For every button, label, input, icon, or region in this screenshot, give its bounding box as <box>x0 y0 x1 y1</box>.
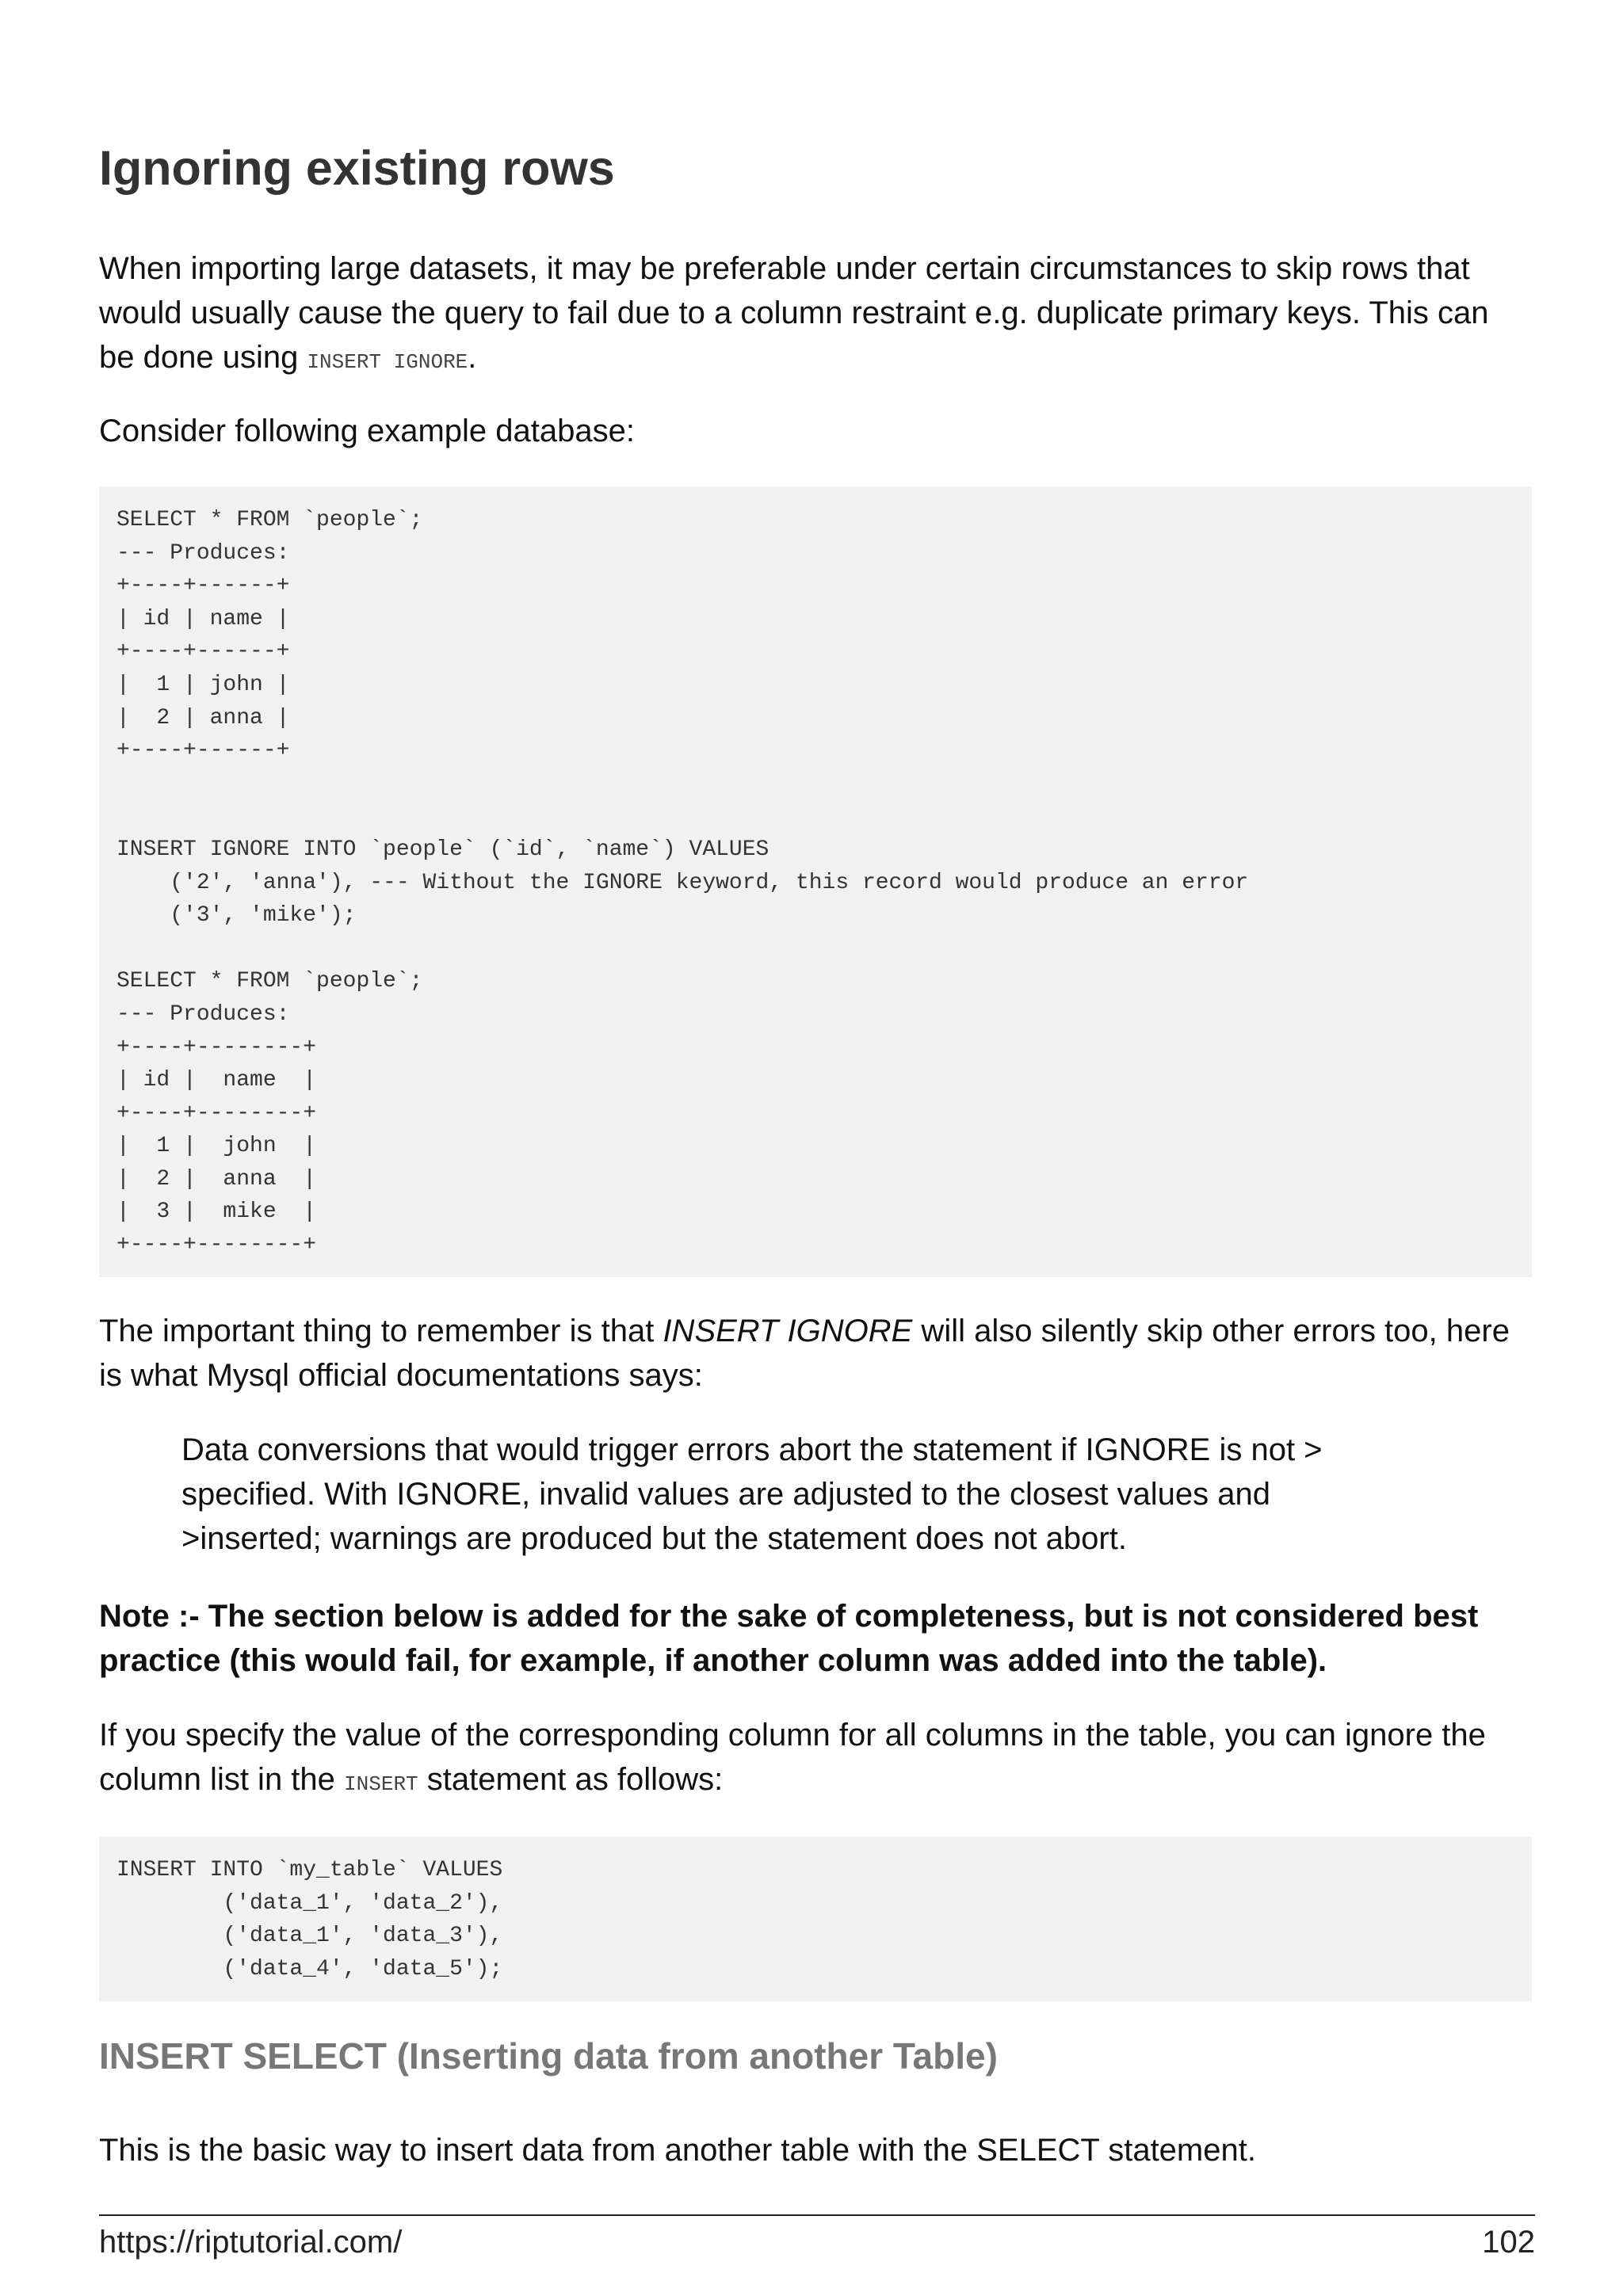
note-paragraph: Note :- The section below is added for the sake of completeness, but is not considered best practice (this would fail, for example, if another column was added into the table). <box>99 1599 1479 1678</box>
documentation-quote <box>181 1428 1418 1561</box>
inline-code-insert: INSERT <box>344 1772 418 1796</box>
specify-after: statement as follows: <box>418 1762 724 1797</box>
footer-url: https://riptutorial.com/ <box>99 2225 403 2260</box>
consider-paragraph: Consider following example database: <box>99 414 635 448</box>
basic-way-paragraph: This is the basic way to insert data from another table with the SELECT statement. <box>99 2133 1256 2168</box>
subsection-title: INSERT SELECT (Inserting data from another Table) <box>99 2035 998 2077</box>
specify-before: If you specify the value of the corresponding column for all columns in the table, you can ignore the column list in the <box>99 1718 1486 1797</box>
quote-line-1: Data conversions that would trigger errors abort the statement if IGNORE is not > <box>181 1432 1323 1467</box>
intro-end: . <box>468 340 477 375</box>
code-block-example-database <box>99 486 1532 1277</box>
code-block-insert-values <box>99 1836 1532 2001</box>
important-after: will also silently skip other errors too, here is what Mysql official documentations says: <box>99 1314 1510 1393</box>
code-block-2-text: INSERT INTO `my_table` VALUES ('data_1', 'data_2'), ('data_1', 'data_3'), ('data_4', 'data_5'); <box>116 1858 503 1981</box>
footer-page-number: 102 <box>1482 2225 1535 2260</box>
specify-paragraph <box>99 1713 1532 1806</box>
footer-divider <box>99 2214 1535 2216</box>
important-paragraph <box>99 1309 1532 1398</box>
intro-paragraph <box>99 246 1532 384</box>
section-title: Ignoring existing rows <box>99 141 615 195</box>
quote-line-3: >inserted; warnings are produced but the statement does not abort. <box>181 1521 1127 1556</box>
intro-text: When importing large datasets, it may be preferable under certain circumstances to skip rows that would usually cause the query to fail due to a column restraint e.g. duplicate primary keys. This can be done using <box>99 251 1489 375</box>
quote-line-2: specified. With IGNORE, invalid values are adjusted to the closest values and <box>181 1477 1271 1512</box>
code-block-1-text: SELECT * FROM `people`; --- Produces: +----+------+ | id | name | +----+------+ | 1 | john | | 2 | anna | +----+------+ INSERT IGNORE INTO `people` (`id`, `name`) VALUES ('2', 'anna'), --- Without the IGNORE keyword, this record would produce an error ('3', 'mike'); SELECT * FROM `people`; --- Produces: +----+--------+ | id | name | +----+--------+ | 1 | john | | 2 | anna | | 3 | mike | +----+--------+ <box>116 508 1249 1258</box>
important-before: The important thing to remember is that <box>99 1314 663 1348</box>
inline-code-insert-ignore: INSERT IGNORE <box>307 350 468 374</box>
important-emphasis: INSERT IGNORE <box>663 1314 913 1348</box>
